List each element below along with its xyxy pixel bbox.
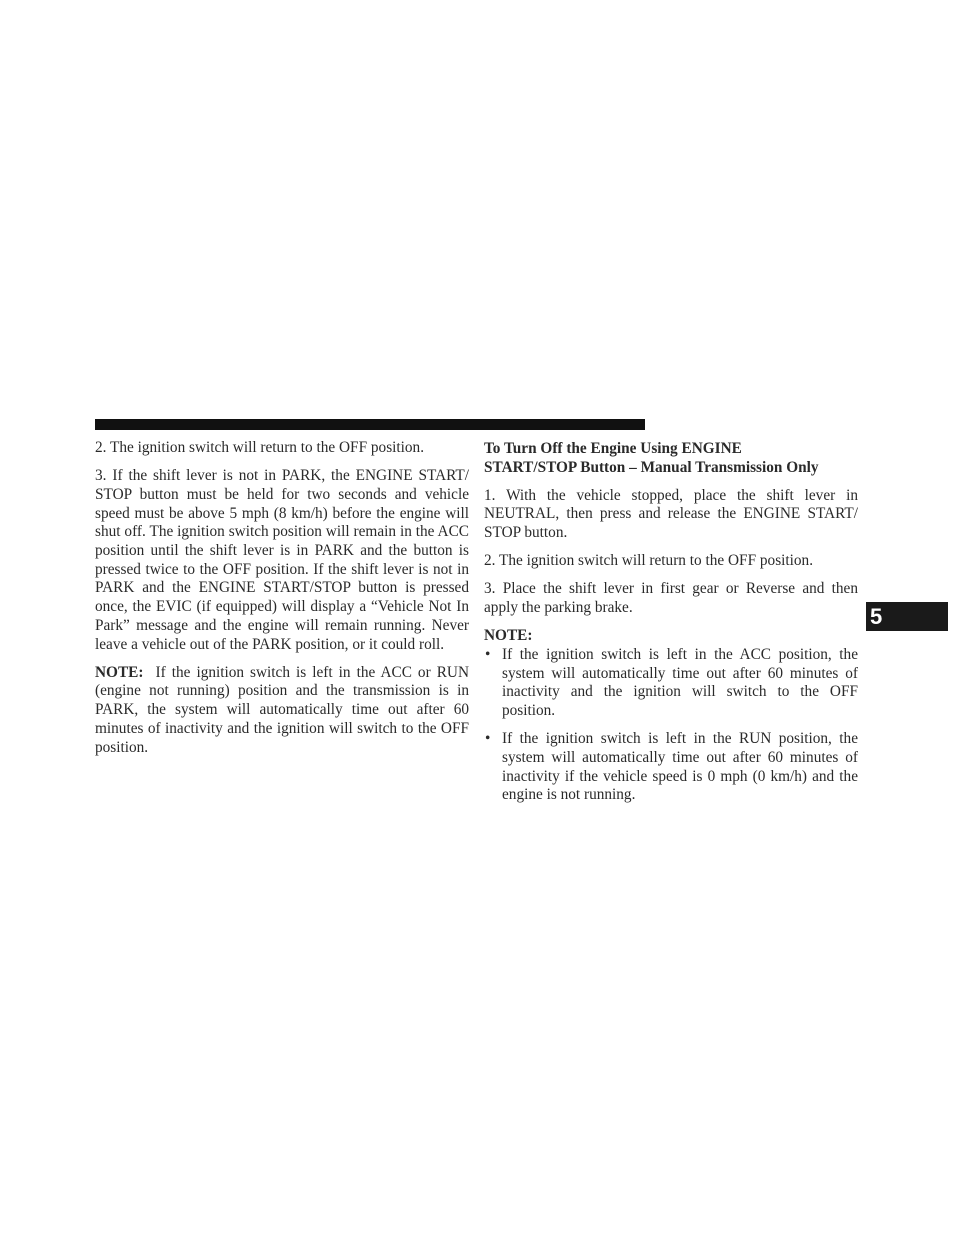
bullet-dot-icon: • [485, 645, 491, 663]
note-bullet-text: If the ignition switch is left in the ACC position, the system will automatically time out after 60 minutes of inactivity and the ignition will switch to the OFF position. [502, 645, 858, 720]
section-heading-line-2: START/STOP Button – Manual Transmission Only [484, 459, 819, 476]
left-column [95, 439, 469, 767]
note-bullet-list [484, 646, 858, 805]
section-heading [484, 439, 858, 477]
note-paragraph [95, 664, 469, 758]
step-3-paragraph: 3. Place the shift lever in first gear or Reverse and then apply the parking brake. [484, 580, 858, 617]
step-2-paragraph: 2. The ignition switch will return to the OFF position. [484, 552, 814, 570]
step-2-paragraph: 2. The ignition switch will return to the OFF position. [95, 439, 425, 456]
section-top-rule [95, 419, 645, 430]
section-heading-line-1: To Turn Off the Engine Using ENGINE [484, 440, 742, 457]
note-label: NOTE: [95, 663, 144, 681]
note-bullet-text: If the ignition switch is left in the RUN position, the system will automatically time out after 60 minutes of inactivity if the vehicle speed is 0 mph (0 km/h) and the engine is not running. [502, 730, 858, 804]
note-text: If the ignition switch is left in the ACC or RUN (engine not running) position and the transmission is in PARK, the system will automatically time out after 60 minutes of inactivity and the ignition will switch to the OFF position. [95, 663, 469, 756]
right-column [484, 439, 858, 815]
step-3-paragraph: 3. If the shift lever is not in PARK, the ENGINE START/ STOP button must be held for two seconds and vehicle speed must be above 5 mph (8 km/h) before the engine will shut off. The ignition switch position will remain in the ACC position until the shift lever is in PARK and the button is pressed twice to the OFF position. If the shift lever is not in PARK and the ENGINE START/STOP button is pressed once, the EVIC (if equipped) will display a “Vehicle Not In Park” message and the engine will remain running. Never leave a vehicle out of the PARK position, or it could roll. [95, 467, 469, 653]
note-bullet-item [484, 730, 858, 805]
note-heading: NOTE: [484, 627, 533, 645]
chapter-tab [866, 602, 948, 631]
chapter-number: 5 [870, 604, 883, 629]
note-bullet-item [484, 646, 858, 721]
bullet-dot-icon: • [485, 730, 491, 748]
step-1-paragraph: 1. With the vehicle stopped, place the shift lever in NEUTRAL, then press and release the ENGINE START/ STOP button. [484, 486, 858, 541]
